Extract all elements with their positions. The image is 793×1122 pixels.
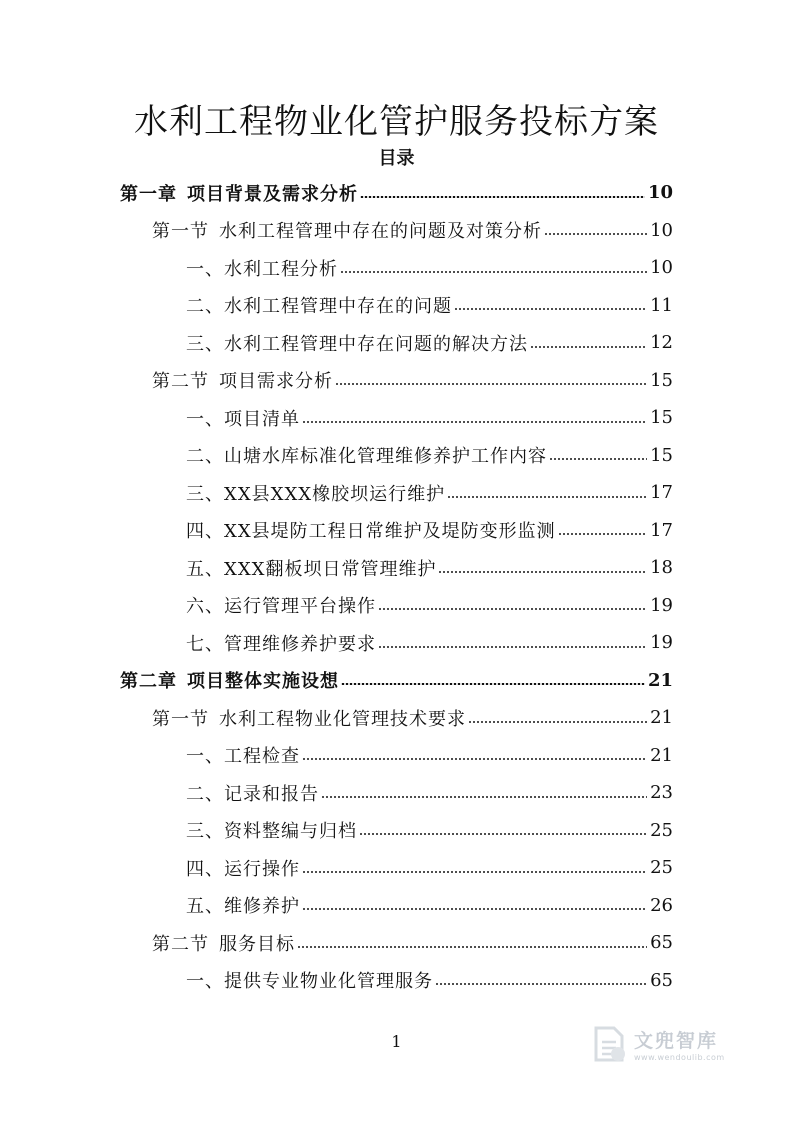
toc-entry-title: 二、记录和报告 bbox=[186, 783, 319, 805]
toc-heading: 目录 bbox=[378, 148, 415, 169]
toc-entry-title: 一、提供专业物业化管理服务 bbox=[186, 971, 433, 992]
toc-dot-leader bbox=[549, 458, 647, 460]
toc-entry-title: 六、运行管理平台操作 bbox=[186, 596, 376, 617]
toc-entry-title: 一、工程检查 bbox=[186, 746, 300, 767]
toc-entry-title: 三、XX县XXX橡胶坝运行维护 bbox=[186, 483, 446, 505]
toc-dot-leader bbox=[378, 608, 647, 610]
toc-entry[interactable] bbox=[186, 737, 673, 774]
toc-entry[interactable] bbox=[152, 699, 673, 736]
toc-entry-title: 一、项目清单 bbox=[186, 408, 300, 430]
toc-entry-page: 25 bbox=[650, 857, 673, 878]
toc-entry-page: 10 bbox=[650, 219, 673, 241]
doc-logo-icon bbox=[588, 1024, 628, 1064]
toc-entry-page: 17 bbox=[650, 519, 673, 541]
toc-dot-leader bbox=[302, 421, 647, 423]
toc-dot-leader bbox=[340, 271, 647, 273]
toc-dot-leader bbox=[302, 871, 647, 873]
toc-dot-leader bbox=[558, 533, 647, 535]
toc-entry[interactable] bbox=[186, 774, 673, 811]
toc-entry-page: 15 bbox=[650, 444, 673, 466]
toc-entry-page: 15 bbox=[650, 369, 673, 391]
toc-entry-number: 第一章 bbox=[120, 183, 177, 205]
toc-entry[interactable] bbox=[186, 512, 673, 549]
toc-entry-page: 11 bbox=[650, 294, 673, 316]
toc-dot-leader bbox=[341, 683, 645, 685]
toc-dot-leader bbox=[544, 233, 647, 235]
page-number: 1 bbox=[391, 1032, 402, 1051]
toc-entry[interactable] bbox=[186, 962, 673, 999]
toc-entry-page: 15 bbox=[650, 407, 673, 428]
toc-entry[interactable] bbox=[120, 662, 673, 699]
watermark-site: www.wendoulib.com bbox=[634, 1053, 725, 1062]
toc-entry-page: 23 bbox=[650, 782, 673, 803]
toc-dot-leader bbox=[302, 908, 647, 910]
toc-entry-title: 三、资料整编与归档 bbox=[186, 821, 357, 842]
toc-entry-page: 21 bbox=[650, 707, 673, 728]
toc-dot-leader bbox=[359, 833, 647, 835]
toc-dot-leader bbox=[378, 646, 647, 648]
toc-dot-leader bbox=[360, 196, 645, 198]
toc-entry-title: 项目需求分析 bbox=[219, 371, 333, 392]
watermark-name: 文兜智库 bbox=[634, 1030, 719, 1052]
toc-entry-title: 二、山塘水库标准化管理维修养护工作内容 bbox=[186, 446, 547, 467]
toc-dot-leader bbox=[438, 571, 647, 573]
toc-entry[interactable] bbox=[186, 624, 673, 661]
toc-entry[interactable] bbox=[186, 399, 673, 436]
toc-dot-leader bbox=[447, 496, 647, 498]
toc-dot-leader bbox=[468, 721, 647, 723]
toc-dot-leader bbox=[435, 983, 647, 985]
toc-entry[interactable] bbox=[186, 474, 673, 511]
toc-entry-page: 17 bbox=[650, 482, 673, 503]
toc-entry-number: 第二章 bbox=[120, 671, 177, 692]
toc-entry-number: 第二节 bbox=[152, 371, 209, 392]
toc-entry-page: 65 bbox=[650, 969, 673, 991]
toc-dot-leader bbox=[297, 946, 647, 948]
toc-entry[interactable] bbox=[186, 249, 673, 286]
toc-entry-title: 项目背景及需求分析 bbox=[187, 183, 358, 205]
toc-entry[interactable] bbox=[186, 324, 673, 361]
toc-entry-page: 10 bbox=[647, 182, 673, 203]
toc-entry-page: 21 bbox=[647, 669, 673, 691]
toc-entry[interactable] bbox=[186, 849, 673, 886]
toc-entry[interactable] bbox=[186, 287, 673, 324]
toc-entry-title: 七、管理维修养护要求 bbox=[186, 633, 376, 655]
toc-entry-title: 五、XXX翻板坝日常管理维护 bbox=[186, 558, 437, 580]
toc-dot-leader bbox=[321, 796, 647, 798]
toc-entry[interactable] bbox=[152, 212, 673, 249]
document-title: 水利工程物业化管护服务投标方案 bbox=[134, 102, 659, 142]
toc-entry-number: 第二节 bbox=[152, 933, 209, 955]
toc-dot-leader bbox=[530, 346, 647, 348]
toc-entry-title: 二、水利工程管理中存在的问题 bbox=[186, 296, 452, 317]
toc-entry[interactable] bbox=[186, 587, 673, 624]
toc-entry-title: 五、维修养护 bbox=[186, 896, 300, 917]
toc-entry-title: 水利工程管理中存在的问题及对策分析 bbox=[219, 221, 542, 242]
toc-entry-page: 19 bbox=[650, 594, 673, 616]
toc-entry[interactable] bbox=[186, 437, 673, 474]
toc-entry-page: 19 bbox=[650, 632, 673, 653]
toc-entry-page: 10 bbox=[650, 257, 673, 278]
toc-entry-title: 水利工程物业化管理技术要求 bbox=[219, 708, 466, 730]
toc-entry-page: 18 bbox=[650, 557, 673, 578]
toc-entry-title: 四、XX县堤防工程日常维护及堤防变形监测 bbox=[186, 521, 556, 542]
toc-dot-leader bbox=[302, 758, 647, 760]
toc-entry-page: 65 bbox=[650, 932, 673, 953]
toc-entry[interactable] bbox=[152, 924, 673, 961]
toc-entry-number: 第一节 bbox=[152, 708, 209, 730]
toc-entry-title: 三、水利工程管理中存在问题的解决方法 bbox=[186, 333, 528, 355]
toc-dot-leader bbox=[454, 308, 647, 310]
toc-entry-number: 第一节 bbox=[152, 221, 209, 242]
toc-entry-title: 四、运行操作 bbox=[186, 858, 300, 880]
toc-entry-page: 25 bbox=[650, 819, 673, 841]
toc-entry[interactable] bbox=[152, 362, 673, 399]
toc-entry-title: 一、水利工程分析 bbox=[186, 258, 338, 280]
toc-entry[interactable] bbox=[186, 549, 673, 586]
toc-entry-title: 项目整体实施设想 bbox=[187, 671, 339, 692]
toc-entry-page: 21 bbox=[650, 744, 673, 766]
toc-entry[interactable] bbox=[186, 812, 673, 849]
toc-entry-page: 12 bbox=[650, 332, 673, 353]
toc-entry[interactable] bbox=[120, 174, 673, 211]
watermark bbox=[588, 1018, 758, 1070]
toc-entry[interactable] bbox=[186, 887, 673, 924]
toc-dot-leader bbox=[335, 383, 647, 385]
toc-entry-page: 26 bbox=[650, 894, 673, 916]
toc-entry-title: 服务目标 bbox=[219, 933, 295, 955]
